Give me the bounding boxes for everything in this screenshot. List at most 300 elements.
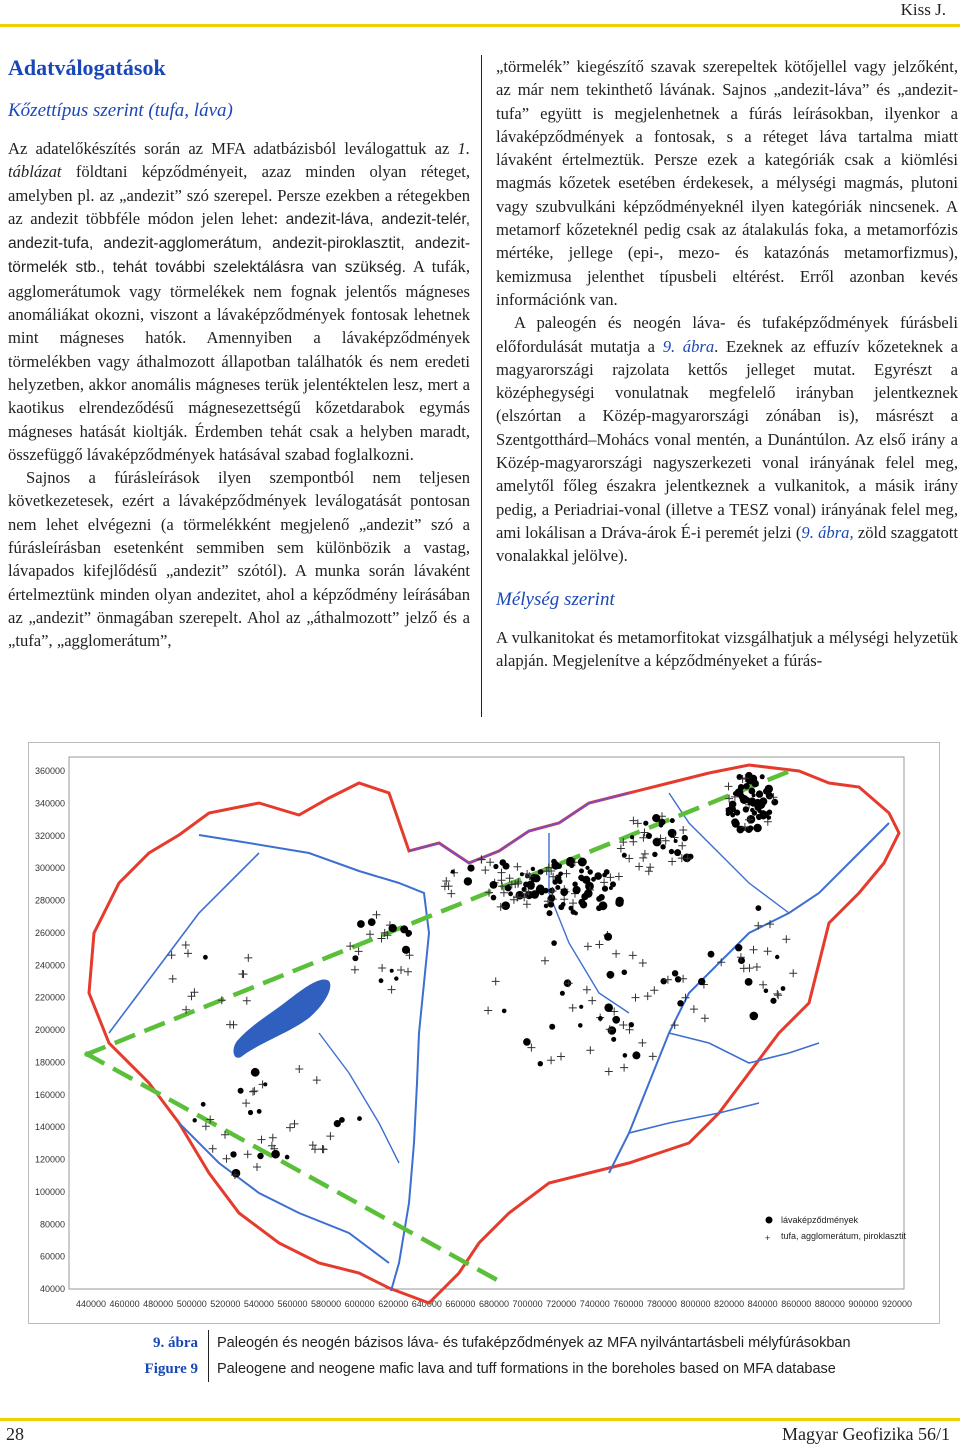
lava-borehole-dot: [660, 844, 665, 849]
subsection-title-depth: Mélység szerint: [496, 588, 615, 610]
lava-borehole-dot: [674, 849, 681, 856]
page-number: 28: [6, 1424, 24, 1444]
figure-reference[interactable]: 9. ábra,: [801, 522, 854, 542]
tufa-borehole-cross: [753, 963, 761, 971]
tufa-borehole-cross: [169, 975, 177, 983]
tufa-borehole-cross: [662, 837, 670, 845]
tufa-borehole-cross: [182, 941, 190, 949]
tufa-borehole-cross: [404, 968, 412, 976]
lava-borehole-dot: [368, 918, 376, 926]
lava-borehole-dot: [749, 788, 756, 795]
figure-map: [28, 742, 940, 1324]
tufa-borehole-cross: [620, 1064, 628, 1072]
lava-borehole-dot: [536, 885, 544, 893]
lava-borehole-dot: [527, 882, 534, 889]
lava-borehole-dot: [585, 866, 589, 870]
lava-borehole-dot: [561, 902, 566, 907]
lava-borehole-dot: [555, 885, 560, 890]
lava-borehole-dot: [623, 1053, 628, 1058]
y-tick-label: 220000: [34, 992, 65, 1003]
lava-borehole-dot: [643, 821, 648, 826]
lava-borehole-dot: [238, 1088, 244, 1094]
lava-borehole-dot: [611, 1037, 616, 1042]
lava-borehole-dot: [451, 870, 455, 874]
caption-text-hu: Paleogén és neogén bázisos láva- és tufaképződmények az MFA nyilvántartásbeli mélyfúrásokban: [217, 1335, 851, 1351]
x-tick-label: 720000: [546, 1299, 577, 1309]
tufa-borehole-cross: [557, 1053, 565, 1061]
tufa-borehole-cross: [286, 1124, 294, 1132]
tufa-borehole-cross: [645, 867, 653, 875]
lava-borehole-dot: [251, 1068, 260, 1077]
x-tick-label: 700000: [512, 1299, 543, 1309]
lava-borehole-dot: [394, 976, 398, 980]
lava-borehole-dot: [248, 1110, 253, 1115]
tufa-borehole-cross: [326, 1132, 334, 1140]
x-tick-label: 740000: [579, 1299, 610, 1309]
lava-borehole-dot: [556, 863, 562, 869]
tufa-borehole-cross: [701, 1014, 709, 1022]
lava-borehole-dot: [730, 813, 735, 818]
lava-borehole-dot: [677, 1000, 683, 1006]
x-tick-label: 480000: [143, 1299, 174, 1309]
lava-borehole-dot: [271, 1150, 280, 1159]
text-run: A paleogén és neogén láva- és tufaképződmények fúrásbeli előfordulását mutatja a: [496, 313, 958, 356]
x-tick-label: 600000: [344, 1299, 375, 1309]
lava-borehole-dot: [599, 901, 608, 910]
lava-borehole-dot: [232, 1169, 241, 1178]
lava-borehole-dot: [493, 864, 498, 869]
lava-borehole-dot: [609, 886, 613, 890]
lava-borehole-dot: [538, 1061, 543, 1066]
caption-row-hu: [140, 1330, 920, 1356]
x-tick-label: 900000: [848, 1299, 879, 1309]
lava-borehole-dot: [560, 888, 568, 896]
lava-borehole-dot: [501, 901, 510, 910]
tufa-borehole-cross: [258, 1136, 266, 1144]
y-tick-label: 140000: [34, 1122, 65, 1133]
tufa-borehole-cross: [615, 873, 623, 881]
y-tick-label: 280000: [34, 895, 65, 906]
tufa-borehole-cross: [678, 842, 686, 850]
right-column: [496, 55, 958, 672]
running-head-author: Kiss J.: [900, 0, 946, 19]
tufa-borehole-cross: [243, 997, 251, 1005]
lava-borehole-dot: [683, 854, 692, 863]
tufa-borehole-cross: [547, 1056, 555, 1064]
legend: [765, 1215, 907, 1243]
tufa-borehole-cross: [397, 966, 405, 974]
lava-borehole-dot: [672, 970, 678, 976]
tufa-borehole-cross: [447, 890, 455, 898]
plot-area: [69, 757, 904, 1289]
lava-borehole-dot: [756, 905, 762, 911]
y-tick-label: 160000: [34, 1089, 65, 1100]
lava-borehole-dot: [406, 932, 411, 937]
lava-borehole-dot: [230, 1151, 236, 1157]
lava-borehole-dot: [467, 865, 474, 872]
lava-borehole-dot: [490, 881, 498, 889]
lava-borehole-dot: [750, 808, 754, 812]
y-tick-label: 260000: [34, 927, 65, 938]
tufa-borehole-cross: [725, 782, 733, 790]
tufa-borehole-cross: [638, 1039, 646, 1047]
lava-borehole-dot: [731, 818, 739, 826]
river-raba: [109, 853, 259, 1033]
tufa-borehole-cross: [774, 991, 782, 999]
lava-borehole-dot: [659, 819, 666, 826]
y-tick-label: 320000: [34, 830, 65, 841]
lava-borehole-dot: [257, 1153, 263, 1159]
tufa-borehole-cross: [184, 949, 192, 957]
lava-borehole-dot: [203, 955, 208, 960]
tufa-borehole-cross: [291, 1120, 299, 1128]
lava-borehole-dot: [566, 857, 574, 865]
lava-borehole-dot: [491, 895, 497, 901]
lava-borehole-dot: [756, 815, 761, 820]
x-tick-label: 560000: [277, 1299, 308, 1309]
lava-borehole-dot: [604, 1003, 613, 1012]
lava-borehole-dot: [582, 876, 590, 884]
x-axis: [76, 1299, 912, 1309]
lava-borehole-dot: [770, 998, 776, 1004]
lava-borehole-dot: [588, 869, 593, 874]
lava-borehole-dot: [531, 867, 535, 871]
x-tick-label: 620000: [378, 1299, 409, 1309]
country-border: [89, 765, 899, 1303]
y-tick-label: 240000: [34, 960, 65, 971]
tufa-borehole-cross: [632, 994, 640, 1002]
lava-borehole-dot: [630, 835, 634, 839]
lava-borehole-dot: [543, 888, 549, 894]
legend-lava-label: lávaképződmények: [781, 1215, 859, 1225]
lava-borehole-dot: [389, 924, 397, 932]
tufa-borehole-cross: [595, 941, 603, 949]
lava-borehole-dot: [669, 849, 674, 854]
tufa-borehole-cross: [244, 1150, 252, 1158]
lava-borehole-dot: [578, 1023, 583, 1028]
lava-borehole-dot: [578, 858, 587, 867]
lava-borehole-dot: [753, 824, 761, 832]
tufa-borehole-cross: [523, 900, 531, 908]
lava-borehole-dot: [602, 873, 607, 878]
tufa-borehole-cross: [311, 1145, 319, 1153]
x-tick-label: 520000: [210, 1299, 241, 1309]
tufa-borehole-cross: [584, 942, 592, 950]
legend-tufa-symbol: +: [765, 1233, 771, 1243]
paragraph: [8, 137, 470, 466]
map-svg: [29, 743, 939, 1323]
x-tick-label: 640000: [411, 1299, 442, 1309]
column-divider: [481, 55, 482, 717]
tufa-borehole-cross: [764, 947, 772, 955]
tufa-borehole-cross: [635, 863, 643, 871]
x-tick-label: 500000: [176, 1299, 207, 1309]
tufa-borehole-cross: [588, 997, 596, 1005]
tufa-borehole-cross: [309, 1141, 317, 1149]
tufa-borehole-cross: [313, 1076, 321, 1084]
lava-borehole-dot: [357, 1116, 362, 1121]
lava-borehole-dot: [552, 879, 558, 885]
river-koros: [669, 1033, 819, 1063]
lava-borehole-dot: [756, 790, 763, 797]
lava-borehole-dot: [520, 872, 524, 876]
lava-borehole-dot: [502, 1009, 507, 1014]
lava-borehole-dot: [612, 1016, 620, 1024]
tufa-borehole-cross: [569, 1004, 577, 1012]
lava-borehole-dot: [357, 920, 365, 928]
tufa-borehole-cross: [250, 1087, 258, 1095]
borehole-marks: [168, 772, 798, 1179]
tufa-borehole-cross: [320, 1145, 328, 1153]
tufa-borehole-cross: [242, 1099, 250, 1107]
text-run: . Ezeknek az effuzív kőzeteknek a magyarországi rajzolata kettős jelleget mutat. Egyrészt a középhegységi vonulatnak megfelelő irányban jelentkeznek (elszórtan a Közép-magyarországi zónában is), másrészt a Szentgotthárd–Mohács vonal mentén, a Dunántúlon. Az első irány a Közép-magyarországi nagyszerkezeti vonal irányának felel meg, amelytől főleg északra jelentkeznek a vulkanitok, a másik irány pedig, a Periadriai-vonal (illetve a TESZ vonal) irányának felel meg, ami lokálisan a Dráva-árok É-i peremét jelzi (: [496, 336, 958, 542]
lava-borehole-dot: [670, 818, 675, 823]
text-run: földtani képződményeit, azaz minden olyan réteget, amelyben pl. az „andezit” szó szerepel. Persze ezekben a rétegekben az andezit többféle módon jelen lehet:: [8, 162, 470, 228]
lava-borehole-dot: [781, 986, 786, 991]
tufa-borehole-cross: [583, 986, 591, 994]
caption-text-en: Paleogene and neogene mafic lava and tuff formations in the boreholes based on MFA database: [217, 1361, 836, 1377]
lava-borehole-dot: [759, 797, 767, 805]
lava-borehole-dot: [767, 815, 772, 820]
tufa-borehole-cross: [789, 969, 797, 977]
x-tick-label: 680000: [478, 1299, 510, 1309]
tufa-borehole-cross: [629, 951, 637, 959]
lava-borehole-dot: [760, 774, 765, 779]
lava-borehole-dot: [622, 970, 628, 976]
left-column: [8, 55, 470, 653]
tufa-borehole-cross: [644, 992, 652, 1000]
lava-borehole-dot: [573, 886, 581, 894]
x-tick-label: 540000: [243, 1299, 274, 1309]
lava-borehole-dot: [764, 989, 769, 994]
x-tick-label: 660000: [445, 1299, 476, 1309]
lava-borehole-dot: [547, 910, 553, 916]
tufa-borehole-cross: [650, 986, 658, 994]
x-tick-label: 460000: [109, 1299, 140, 1309]
tufa-borehole-cross: [612, 950, 620, 958]
lava-borehole-dot: [735, 944, 742, 951]
lava-borehole-dot: [558, 872, 563, 877]
lava-borehole-dot: [748, 825, 754, 831]
tufa-borehole-cross: [782, 935, 790, 943]
tufa-borehole-cross: [605, 1068, 613, 1076]
lava-borehole-dot: [668, 829, 677, 838]
lava-borehole-dot: [257, 1109, 262, 1114]
lava-borehole-dot: [738, 957, 745, 964]
x-tick-label: 780000: [646, 1299, 677, 1309]
tufa-borehole-cross: [668, 858, 676, 866]
y-axis: [35, 766, 65, 1294]
lava-borehole-dot: [726, 812, 730, 816]
river-maros: [629, 1103, 759, 1133]
y-tick-label: 60000: [39, 1251, 65, 1262]
tufa-borehole-cross: [679, 826, 687, 834]
tufa-borehole-cross: [486, 858, 494, 866]
lava-borehole-dot: [733, 792, 737, 796]
lava-borehole-dot: [584, 889, 593, 898]
lava-borehole-dot: [578, 899, 585, 906]
journal-name: Magyar Geofizika 56/1: [782, 1424, 950, 1444]
tufa-borehole-cross: [639, 854, 647, 862]
river-tisza: [609, 823, 889, 1173]
tufa-borehole-cross: [513, 863, 521, 871]
legend-tufa-label: tufa, agglomerátum, piroklasztit: [781, 1231, 907, 1241]
tufa-borehole-cross: [649, 1052, 657, 1060]
tufa-borehole-cross: [355, 947, 363, 955]
lava-borehole-dot: [263, 1082, 267, 1086]
tufa-borehole-cross: [295, 1065, 303, 1073]
lava-borehole-dot: [390, 969, 394, 973]
tufa-borehole-cross: [586, 1046, 594, 1054]
tufa-borehole-cross: [646, 863, 654, 871]
caption-label-en: Figure 9: [140, 1356, 209, 1382]
lava-borehole-dot: [602, 886, 608, 892]
tufa-borehole-cross: [639, 959, 647, 967]
lava-borehole-dot: [551, 859, 557, 865]
y-tick-label: 300000: [34, 863, 65, 874]
y-tick-label: 180000: [34, 1057, 65, 1068]
lava-borehole-dot: [682, 835, 688, 841]
tufa-borehole-cross: [690, 1005, 698, 1013]
tectonic-line-mid-hungarian: [85, 769, 795, 1055]
paragraph: Sajnos a fúrásleírások ilyen szempontból nem teljesen következetesek, ezért a lávaképződmények leválogatását pontosan nem lehet elvégezni (a törmelékként megjelenő „andezit” szó a fúrásleírásban esetenként semmiben sem különbözik a vastag, lávapados kifejlődésű „andezit” szótól). A munka során lávaként értelmeztünk minden olyan andezitet, ahol a képződmény leírásában az „andezit” önmagában szerepelt. Ahol az „áthalmozott” jelző és a „tufa”, „agglomerátum”,: [8, 468, 470, 651]
tufa-borehole-cross: [481, 866, 489, 874]
lava-borehole-dot: [402, 946, 410, 954]
tufa-borehole-cross: [498, 869, 506, 877]
tufa-borehole-cross: [366, 930, 374, 938]
lava-borehole-dot: [339, 1117, 345, 1123]
tufa-borehole-cross: [754, 922, 762, 930]
tufa-borehole-cross: [641, 850, 649, 858]
text-run: A tufák, agglomerátumok vagy törmelékek nem fognak jelentős mágneses anomáliákat okozni, viszont a lávaképződmények fontosak lehetnek mint mágneses hatók. Amennyiben a lávaképződmények törmelékben vagy áthalmozott állapotban találhatók és nem eredeti helyzetben, akkor anomális mágneses terük jelentéktelen lesz, mert a kaotikus elrendeződésű mágnesezettségű kőzetdarabok egymás mágneses hatását kioltják. Érdemben tehát csak a helyben maradt, összefüggő lávaképződmények hatásával szabad foglalkozni.: [8, 257, 470, 464]
table-reference: 1. táblázat: [8, 139, 470, 182]
lava-borehole-dot: [574, 911, 578, 915]
lava-borehole-dot: [765, 785, 773, 793]
tufa-borehole-cross: [244, 954, 252, 962]
lava-borehole-dot: [617, 898, 621, 902]
tufa-borehole-cross: [223, 1155, 231, 1163]
tufa-borehole-cross: [560, 895, 568, 903]
lava-borehole-dot: [708, 951, 715, 958]
paragraph: [496, 311, 958, 567]
tufa-borehole-cross: [600, 878, 608, 886]
tufa-borehole-cross: [373, 911, 381, 919]
lava-borehole-dot: [201, 1102, 206, 1107]
lava-borehole-dot: [632, 1051, 640, 1059]
lava-borehole-dot: [551, 940, 557, 946]
river-drava: [179, 1123, 389, 1263]
section-title: Adatválogatások: [8, 55, 166, 80]
lava-borehole-dot: [594, 872, 602, 880]
lava-borehole-dot: [698, 978, 705, 985]
lava-borehole-dot: [604, 933, 612, 941]
y-tick-label: 100000: [34, 1186, 65, 1197]
text-run: Az adatelőkészítés során az MFA adatbázisból leválogattuk az: [8, 139, 458, 158]
lava-borehole-dot: [675, 976, 681, 982]
tectonic-line-periadriatic: [85, 1053, 499, 1281]
river-sio: [319, 1033, 399, 1163]
lava-borehole-dot: [379, 978, 384, 983]
lava-borehole-dot: [775, 955, 779, 959]
lava-borehole-dot: [598, 1016, 603, 1021]
lava-borehole-dot: [549, 1024, 555, 1030]
legend-lava-symbol: [766, 1217, 773, 1224]
tufa-borehole-cross: [759, 981, 767, 989]
lava-borehole-dot: [352, 955, 358, 961]
lava-borehole-dot: [500, 859, 507, 866]
header-rule: [0, 24, 960, 27]
tufa-borehole-cross: [629, 838, 637, 846]
lava-borehole-dot: [729, 801, 736, 808]
lava-borehole-dot: [193, 1118, 197, 1122]
lava-borehole-dot: [607, 971, 615, 979]
x-tick-label: 800000: [680, 1299, 711, 1309]
tufa-borehole-cross: [388, 986, 396, 994]
lava-borehole-dot: [752, 793, 756, 797]
tufa-borehole-cross: [492, 977, 500, 985]
y-tick-label: 40000: [39, 1284, 65, 1294]
lava-borehole-dot: [285, 1155, 290, 1160]
lava-borehole-dot: [538, 869, 544, 875]
lava-borehole-dot: [771, 799, 778, 806]
tufa-borehole-cross: [253, 1163, 261, 1171]
lava-borehole-dot: [622, 853, 627, 858]
lava-borehole-dot: [752, 780, 759, 787]
lava-borehole-dot: [608, 1026, 617, 1035]
lava-borehole-dot: [757, 809, 762, 814]
caption-row-en: [140, 1356, 920, 1382]
border-purple: [409, 793, 629, 863]
river-zagyva: [549, 833, 629, 1013]
lava-borehole-dot: [579, 869, 584, 874]
lava-borehole-dot: [508, 891, 513, 896]
tufa-borehole-cross: [378, 964, 386, 972]
y-tick-label: 80000: [39, 1219, 65, 1230]
y-tick-label: 360000: [34, 766, 65, 776]
lava-borehole-dot: [743, 806, 749, 812]
x-tick-label: 580000: [311, 1299, 342, 1309]
figure-reference[interactable]: 9. ábra: [662, 336, 715, 356]
y-tick-label: 200000: [34, 1025, 65, 1035]
lava-borehole-dot: [596, 896, 602, 902]
tufa-borehole-cross: [773, 990, 781, 998]
x-tick-label: 840000: [747, 1299, 778, 1309]
lava-borehole-dot: [652, 852, 657, 857]
y-tick-label: 120000: [34, 1154, 65, 1165]
tufa-borehole-cross: [541, 957, 549, 965]
x-tick-label: 760000: [613, 1299, 644, 1309]
lava-borehole-dot: [572, 882, 577, 887]
x-tick-label: 880000: [814, 1299, 845, 1309]
lava-borehole-dot: [569, 906, 574, 911]
figure-caption: [140, 1330, 920, 1382]
x-tick-label: 820000: [714, 1299, 745, 1309]
lava-borehole-dot: [560, 991, 565, 996]
tufa-borehole-cross: [269, 1134, 277, 1142]
x-tick-label: 440000: [75, 1299, 107, 1309]
y-tick-label: 340000: [34, 798, 65, 809]
tufa-borehole-cross: [498, 876, 506, 884]
subsection-title-rock-type: Kőzettípus szerint (tufa, láva): [8, 100, 233, 121]
lava-borehole-dot: [674, 839, 678, 843]
x-tick-label: 920000: [881, 1299, 913, 1309]
text-run-sans: andezit-láva, andezit-telér, andezit-tufa, andezit-agglomerátum, andezit-piroklasztit, andezit-törmelék stb., tehát további szelektálásra van szükség.: [8, 210, 470, 277]
paragraph: „törmelék” kiegészítő szavak szerepeltek kötőjellel vagy jelzőként, az már nem tekinthető lávának. Sajnos „andezit-láva” és „andezit-tufa” együtt is megjelenhetnek a fúrás leírásokban, ilyenkor a lávaképződmények a fontosak, s a réteget láva tartalma miatt lávaként értelmeztük. Persze ezek a kategóriák csak a kiömlési magmás kőzetek esetében érdekesek, a mélységi magmás, plutoni vagy szubvulkáni képződményeknél ilyen kategóriák nincsenek. A metamorf kőzeteknél pedig csak az átalakulás foka, a metamorfózis mértéke, jellege (epi-, mezo- és katazónás metamorfizmus), kemizmusa jelenthet típusbeli eltérést. Erről azonban kevés információnk van.: [496, 57, 958, 309]
text-run: zöld szaggatott vonalakkal jelölve).: [496, 522, 958, 566]
lava-borehole-dot: [740, 795, 749, 804]
lava-borehole-dot: [464, 877, 472, 885]
tufa-borehole-cross: [750, 946, 758, 954]
